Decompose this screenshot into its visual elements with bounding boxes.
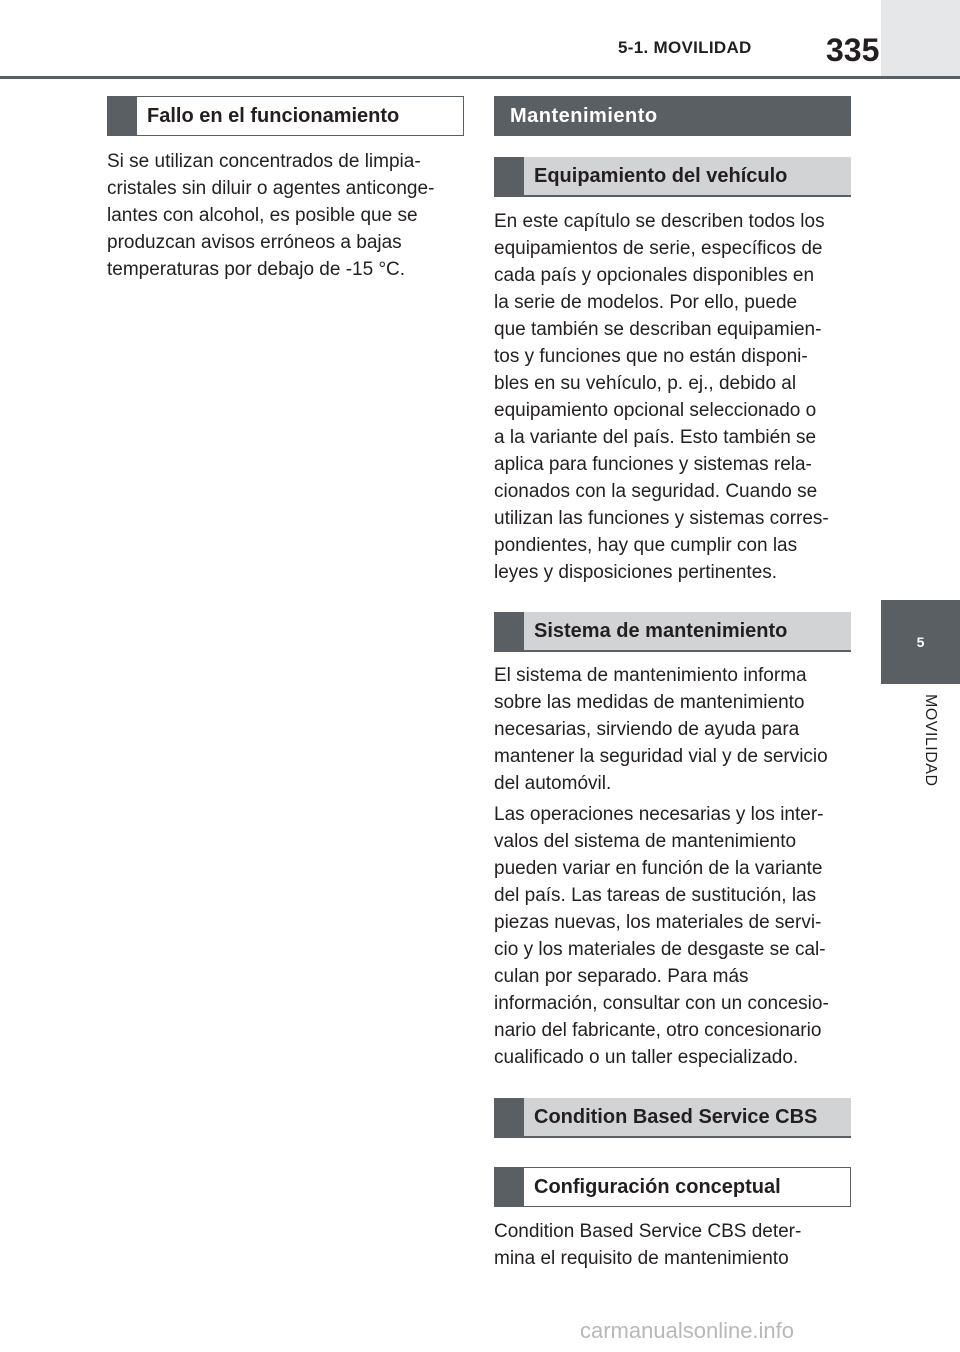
chapter-label-tab: [881, 684, 960, 884]
chapter-number-tab: 5: [881, 600, 960, 684]
heading-cbs-text: Condition Based Service CBS: [534, 1105, 818, 1128]
heading-cbs: [494, 1098, 851, 1138]
paragraph-fallo: Si se utilizan concentrados de limpia- cristales sin diluir o agentes anticonge- lantes con alcohol, es posible que se produzcan avisos erróneos a bajas temperaturas por debajo de -15 °C.: [107, 151, 435, 280]
heading-configuracion-text: Configuración conceptual: [534, 1175, 781, 1198]
heading-sistema-mantenimiento: [494, 612, 851, 652]
heading-equipamiento-text: Equipamiento del vehículo: [534, 164, 788, 187]
paragraph-sistema-2: Las operaciones necesarias y los inter- valos del sistema de mantenimiento pueden variar en función de la variante del país. Las tareas de sustitución, las piezas nuevas, los materiales de servi- cio y los materiales de desgaste se cal- culan por separado. Para más información, consultar con un concesio- nario del fabricante, otro concesionario cualificado o un taller especializado.: [494, 804, 829, 1068]
watermark: carmanualsonline.info: [580, 1318, 795, 1343]
heading-bar: [494, 1098, 524, 1136]
paragraph-configuracion: Condition Based Service CBS deter- mina el requisito de mantenimiento: [494, 1221, 802, 1269]
side-tab-top: [881, 0, 960, 76]
heading-configuracion: [494, 1167, 851, 1207]
page-number: 335: [826, 32, 880, 68]
heading-mantenimiento: [494, 96, 851, 136]
heading-bar: [494, 612, 524, 650]
paragraph-equipamiento: En este capítulo se describen todos los equipamientos de serie, específicos de cada país y opcionales disponibles en la serie de modelos. Por ello, puede que también se describan equipamien- tos y funciones que no están disponi- bles en su vehículo, p. ej., debido al equipamiento opcional seleccionado o a la variante del país. Esto también se aplica para funciones y sistemas rela- cionados con la seguridad. Cuando se utilizan las funciones y sistemas corres- pondientes, hay que cumplir con las leyes y disposiciones pertinentes.: [494, 211, 829, 583]
heading-sistema-mantenimiento-text: Sistema de mantenimiento: [534, 619, 788, 642]
chapter-label: MOVILIDAD: [922, 694, 939, 787]
heading-equipamiento: [494, 157, 851, 197]
heading-bar: [107, 97, 137, 135]
header-divider: [0, 76, 960, 79]
heading-mantenimiento-text: Mantenimiento: [510, 104, 658, 127]
paragraph-sistema-1: El sistema de mantenimiento informa sobre las medidas de mantenimiento necesarias, sirviendo de ayuda para mantener la seguridad vial y de servicio del automóvil.: [494, 665, 828, 794]
heading-bar: [494, 1168, 524, 1206]
heading-fallo-text: Fallo en el funcionamiento: [147, 104, 400, 127]
section-label: 5-1. MOVILIDAD: [618, 38, 752, 57]
heading-bar: [494, 157, 524, 195]
heading-fallo: [107, 96, 464, 136]
